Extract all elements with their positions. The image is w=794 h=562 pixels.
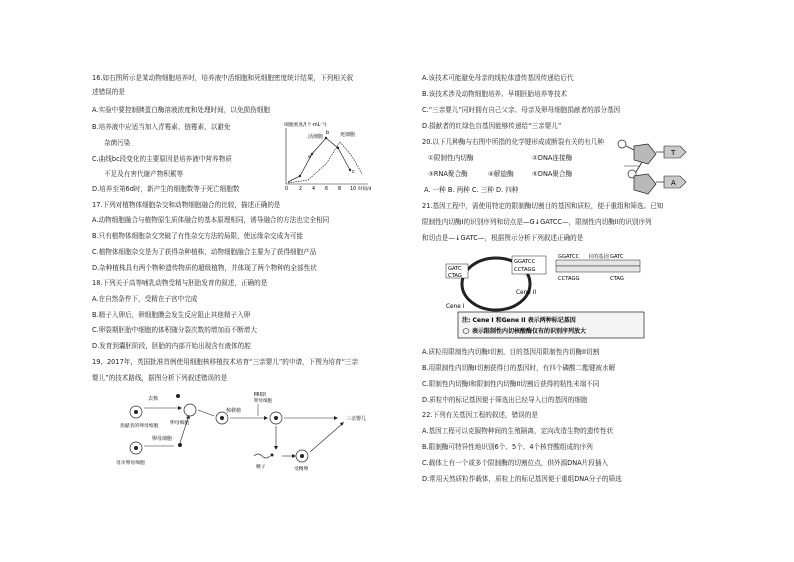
q16-chart-point-c: c bbox=[352, 169, 355, 175]
q20-item-5: ⑤DNA聚合酶 bbox=[532, 170, 573, 178]
q18-option-a: A.在自然条件下，受精在子宫中完成 bbox=[92, 295, 198, 303]
q18-option-b: B.精子入卵后，卵细胞膜会发生反应阻止其他精子入卵 bbox=[92, 311, 251, 319]
q20-stem: 20.以下几种酶与右图中所指的化学键形成或断裂有关的有几种 bbox=[422, 138, 604, 146]
mother-nucleus bbox=[178, 443, 182, 447]
q19-option-d: D.捐献者的红绿色盲基因能够传递给“三亲婴儿” bbox=[422, 122, 562, 130]
q18-stem: 18.下列关于高等哺乳动物受精与胚胎发育的叙述，正确的是 bbox=[92, 279, 268, 287]
q16-option-b: B.培养液中应适当加入青霉素、链霉素，以避免 bbox=[92, 123, 231, 131]
q21-stem-1: 21.基因工程中，需使用特定的限制酶切割目的基因和质粒，便于重组和筛选。已知 bbox=[422, 202, 664, 210]
q16-stem-1: 16.如右图所示是某动物细胞培养时，培养液中活细胞和死细胞密度统计结果，下列相关叙 bbox=[92, 74, 354, 82]
q16-stem-2: 述错误的是 bbox=[92, 88, 125, 96]
svg-text:10: 10 bbox=[350, 187, 357, 192]
fig19-sperm-label: 精子 bbox=[256, 465, 266, 470]
q16-option-c: C.曲线bc段变化的主要原因是培养液中营养物质 bbox=[92, 155, 232, 163]
svg-text:4: 4 bbox=[312, 187, 316, 192]
q22-option-b: B.限制酶可特异性地识别6个、5个、4个核苷酸组成的序列 bbox=[422, 443, 593, 451]
svg-text:CCTAGG: CCTAGG bbox=[558, 276, 580, 282]
q19-option-c: C.“三亲婴儿”同时拥有自己父亲、母亲及卵母细胞捐献者的部分基因 bbox=[422, 106, 621, 114]
svg-text:CTAG: CTAG bbox=[610, 276, 624, 282]
svg-text:GATC: GATC bbox=[448, 266, 462, 272]
q16-live-cell-curve bbox=[288, 138, 350, 182]
q17-option-b: B.只有植物体细胞杂交突破了有性杂交方法的局限，使远缘杂交成为可能 bbox=[92, 232, 304, 240]
fig19-baby-label: 三亲婴儿 bbox=[346, 416, 367, 422]
fig19-zygote-label: 受精卵 bbox=[294, 467, 309, 472]
q22-option-d: D.常用天然质粒作载体，质粒上的标记基因便于重组DNA分子的筛选 bbox=[422, 475, 622, 483]
q16-option-d: D.培养至第6d时，新产生的细胞数等于死亡细胞数 bbox=[92, 185, 240, 193]
q19-stem-2: 婴儿”的技术路线，据图分析下列叙述错误的是 bbox=[92, 374, 228, 382]
q16-chart-ylabel: 细胞密度/(个·mL⁻¹) bbox=[284, 123, 327, 128]
q18-option-c: C.卵裂期胚胎中细胞的体积随分裂次数的增加而不断增大 bbox=[92, 326, 257, 334]
fig19-nuclear-transfer-label: 核移植 bbox=[226, 408, 242, 414]
q20-item-4: ④解旋酶 bbox=[488, 170, 514, 178]
q16-cell-density-chart bbox=[272, 118, 380, 194]
q20-item-3: ③RNA聚合酶 bbox=[428, 170, 468, 178]
svg-text:CTAG: CTAG bbox=[448, 273, 462, 279]
svg-text:2: 2 bbox=[299, 187, 303, 192]
sugar-2-icon bbox=[634, 174, 656, 194]
svg-text:GATC: GATC bbox=[610, 254, 624, 260]
q17-stem: 17.下列对植物体细胞杂交和动物细胞融合的比较，描述正确的是 bbox=[92, 201, 281, 209]
svg-text:8: 8 bbox=[338, 187, 342, 192]
q18-option-d: D.发育到囊胚阶段，胚胎的内部开始出现含有液体的腔 bbox=[92, 342, 251, 350]
sperm-icon bbox=[254, 454, 270, 458]
q21-option-d: D.质粒中的标记基因便于筛选出已经导入目的基因的细胞 bbox=[422, 396, 588, 404]
q21-stem-2: 限制性内切酶I的识别序列和切点是—G↓GATCC—，限制性内切酶II的识别序列 bbox=[422, 218, 652, 226]
q22-option-c: C.载体上有一个或多个限制酶的切割位点，供外源DNA片段插入 bbox=[422, 459, 609, 467]
q22-stem: 22.下列有关基因工程的叙述，错误的是 bbox=[422, 411, 538, 419]
gene-i-label: Cene I bbox=[446, 304, 465, 310]
q19-three-parent-baby-diagram bbox=[114, 390, 384, 480]
base-t-label: T bbox=[671, 149, 676, 157]
svg-text:0: 0 bbox=[285, 187, 289, 192]
phosphate-icon bbox=[618, 140, 626, 148]
q21-option-a: A.质粒用限制性内切酶I切割，目的基因用限制性内切酶II切割 bbox=[422, 348, 600, 356]
q21-note-1: 注: Cene I 和Gene II 表示两种标记基因 bbox=[462, 317, 576, 324]
fig19-oocyte-label: 卵母细胞 bbox=[170, 421, 190, 426]
base-a-label: A bbox=[671, 179, 676, 187]
svg-text:6: 6 bbox=[325, 187, 329, 192]
gene-ii-label: Cene II bbox=[516, 290, 537, 296]
enucleated-egg-cell bbox=[184, 404, 196, 416]
q21-option-c: C.限制性内切酶I和限制性内切酶II切割后获得的粘性末端不同 bbox=[422, 380, 600, 388]
q20-item-1: ①限制性内切酶 bbox=[428, 154, 474, 162]
q19-option-b: B.该技术涉及动物细胞培养、早期胚胎培养等技术 bbox=[422, 90, 568, 98]
q16-option-c-cont: 不足及有害代谢产物积累等 bbox=[104, 170, 184, 178]
q19-stem-1: 19、2017年，英国批准首例使用细胞核移植技术培育“三亲婴儿”的申请，下图为培育“三亲 bbox=[92, 358, 359, 366]
q17-option-d: D.杂种植株具有两个物种遗传物质的超级植物，并体现了两个物种的全部性状 bbox=[92, 264, 317, 272]
svg-text:卵母细胞: 卵母细胞 bbox=[254, 399, 272, 404]
q21-stem-3: 和切点是—↓GATC—，根据图示分析下列叙述正确的是 bbox=[422, 234, 584, 242]
q19-option-a: A.该技术可能避免母亲的线粒体遗传基因传递给后代 bbox=[422, 74, 574, 82]
fig19-enucleate-label: 去核 bbox=[148, 396, 159, 402]
svg-text:CCTAGG: CCTAGG bbox=[514, 267, 536, 273]
fig19-mii-label: MII期 bbox=[254, 393, 266, 398]
q20-nucleotide-diagram bbox=[612, 136, 692, 198]
q21-plasmid-diagram bbox=[440, 250, 680, 342]
q16-chart-dead-label: 死细胞 bbox=[340, 132, 356, 138]
q22-option-a: A.基因工程可以克服物种间的生殖隔离，定向改造生物的遗传性状 bbox=[422, 427, 614, 435]
q20-choices: A. 一种 B. 两种 C. 三种 D. 四种 bbox=[424, 186, 519, 194]
q16-chart-point-b: b bbox=[326, 130, 330, 136]
q16-dead-cell-curve bbox=[288, 142, 362, 183]
q20-item-2: ②DNA连接酶 bbox=[532, 154, 573, 162]
svg-text:GGATCC: GGATCC bbox=[514, 259, 536, 265]
q21-note-2: 表示限制性内切核酸酶仅有的识别序列放大 bbox=[472, 328, 587, 335]
svg-text:GGATCC: GGATCC bbox=[558, 254, 580, 260]
target-gene-label: 目的基因 bbox=[588, 254, 609, 260]
fig19-donor-label: 捐献者的卵母细胞 bbox=[120, 424, 159, 429]
phosphodiester-bond bbox=[636, 162, 642, 172]
q16-option-b-cont: 杂菌污染 bbox=[104, 139, 131, 147]
svg-text:卵母细胞: 卵母细胞 bbox=[152, 436, 173, 442]
q21-option-b: B.用限制性内切酶I切割获得目的基因时，有四个磷酸二酯键被水解 bbox=[422, 364, 616, 372]
q16-chart-point-a: a bbox=[308, 154, 312, 160]
target-gene-strand bbox=[556, 260, 640, 266]
q16-chart-xlabel: 时间/d bbox=[358, 187, 372, 192]
q17-option-c: C.植物体细胞杂交是为了获得杂种植株，动物细胞融合主要为了获得细胞产品 bbox=[92, 248, 317, 256]
q16-option-a: A.实验中要控制胰蛋白酶溶液浓度和处理时间，以免损伤细胞 bbox=[92, 106, 270, 114]
sugar-icon bbox=[634, 144, 656, 164]
q17-option-a: A.动物细胞融合与植物原生质体融合的基本原理相同，诱导融合的方法也完全相同 bbox=[92, 216, 330, 224]
fig19-mother-label: 母亲卵母细胞 bbox=[116, 461, 145, 466]
q16-chart-live-label: 活细胞 bbox=[308, 134, 324, 140]
